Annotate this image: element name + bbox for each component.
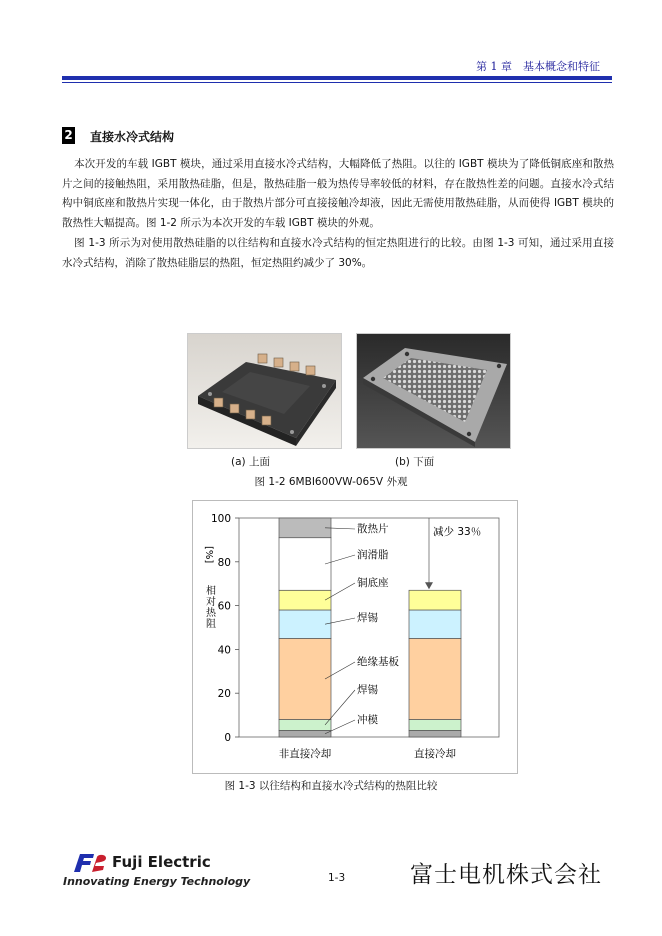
photo-module-top (187, 333, 342, 449)
series-label: 焊锡 (357, 684, 378, 696)
y-tick-label: 0 (224, 732, 231, 744)
bar-segment (279, 730, 331, 737)
series-label: 润滑脂 (357, 549, 389, 561)
y-tick-label: 100 (210, 513, 231, 525)
bar-segment (409, 590, 461, 610)
y-tick-label: 20 (217, 688, 231, 701)
header-rule-thick (62, 76, 612, 80)
bar-segment (279, 518, 331, 538)
figure-3-caption: 图 1-3 以往结构和直接水冷式结构的热阻比较 (224, 780, 438, 792)
bar-segment (279, 590, 331, 610)
y-axis-label: 相对热阻 (206, 586, 216, 630)
logo-tagline: Innovating Energy Technology (63, 875, 251, 888)
photo-module-bottom (356, 333, 511, 449)
series-label: 散热片 (357, 523, 389, 535)
paragraph-1 (62, 155, 614, 233)
header-rule-thin (62, 82, 612, 83)
category-label: 直接冷却 (414, 748, 456, 760)
y-tick-label: 40 (217, 644, 231, 657)
y-tick-label: 80 (217, 556, 231, 569)
thermal-resistance-chart (192, 500, 518, 774)
series-label: 焊锡 (357, 612, 378, 624)
bar-segment (409, 719, 461, 730)
logo-name: Fuji Electric (112, 853, 211, 871)
series-label: 冲模 (357, 714, 378, 726)
figure-2-caption-b: (b) 下面 (395, 456, 435, 468)
bar-segment (279, 538, 331, 591)
figure-2-caption-a: (a) 上面 (231, 456, 270, 468)
series-label: 铜底座 (357, 577, 389, 589)
paragraph-2-text: 图 1-3 所示为对使用散热硅脂的以往结构和直接水冷式结构的恒定热阻进行的比较。由图 1-3 可知，通过采用直接水冷式结构，消除了散热硅脂层的热阻，恒定热阻约减少了 30%。 (62, 237, 614, 269)
bar-segment (409, 730, 461, 737)
bar-segment (409, 610, 461, 638)
chapter-header: 第 1 章 基本概念和特征 (476, 60, 600, 73)
chart-canvas (193, 501, 517, 773)
figure-2-caption: 图 1-2 6MBI600VW-065V 外观 (254, 476, 408, 488)
company-name: 富士电机株式会社 (410, 862, 602, 888)
bar-segment (279, 638, 331, 719)
y-axis-unit: [%] (203, 546, 214, 564)
section-number: 2 (62, 127, 75, 144)
bar-segment (409, 638, 461, 719)
bar-segment (279, 719, 331, 730)
series-label: 绝缘基板 (357, 656, 399, 668)
bar-segment (279, 610, 331, 638)
reduction-annotation: 减少 33％ (433, 526, 482, 538)
paragraph-2 (62, 234, 614, 273)
reduction-arrow-head (425, 582, 433, 589)
page-number: 1-3 (328, 872, 346, 884)
paragraph-1-text: 本次开发的车载 IGBT 模块，通过采用直接水冷式结构，大幅降低了热阻。以往的 IGBT 模块为了降低铜底座和散热片之间的接触热阻，采用散热硅脂，但是，散热硅脂一般为热传导率较低的材料，存在散热性差的问题。直接水冷式结构中铜底座和散热片实现一体化，由于散热片部分可直接接触冷却液，因此无需使用散热硅脂，从而使得 IGBT 模块的散热性大幅提高。图 1-2 所示为本次开发的车载 IGBT 模块的外观。 (62, 158, 614, 229)
y-tick-label: 60 (217, 600, 231, 613)
section-title: 直接水冷式结构 (90, 130, 175, 144)
category-label: 非直接冷却 (278, 748, 332, 760)
